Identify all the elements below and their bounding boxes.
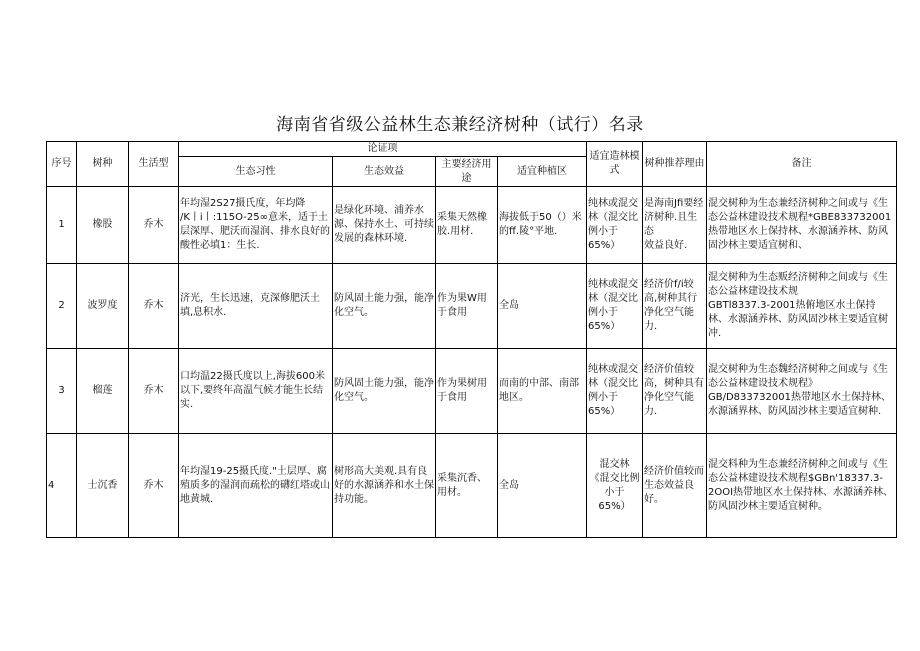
row-species: 橡股 [77,187,129,264]
header-eco-benefit: 生态效益 [333,157,436,187]
header-seq: 序号 [47,142,77,187]
header-eco-habit: 生态习性 [179,157,333,187]
header-main-use: 主要经济用途 [436,157,498,187]
header-suitable-area: 适宜种植区 [498,157,587,187]
row-suitable-area: 而南的中部、南部地区。 [498,349,587,434]
header-forest-mode: 适宜造林模式 [587,142,643,187]
row-suitable-area: 海拔低于50（）米的ff.陵°平地. [498,187,587,264]
row-remarks: 混交树种为生态兼经济树种之间或与《生态公益林建设技术规程*GBE833732001热带地区水上保持林、水源涵养林、防风固沙林主要适宜树和、 [707,187,897,264]
row-main-use: 采集沉香、用材。 [436,434,498,538]
row-main-use: 作为果W用于食用 [436,264,498,349]
header-species: 树种 [77,142,129,187]
row-forest-mode: 纯林或混交林（混交比例小于65%） [587,264,643,349]
header-life-form: 生活型 [129,142,179,187]
row-eco-benefit: 防风固土能力强，能净化空气。 [333,349,436,434]
row-eco-habit: 年均湿2S27摄氏度，年均降 /K丨i丨:115O-25∞意米，适于土层深厚、肥沃而湿润、排水良好的酸性必填1：生长. [179,187,333,264]
row-eco-habit: 口均温22摄氏度以上,海拔600米以下,要终年高温气候才能生长结实. [179,349,333,434]
row-suitable-area: 全岛 [498,434,587,538]
header-argument-group: 论证项 [179,142,587,157]
header-reason: 树种推荐理由 [643,142,707,187]
table-row [47,187,897,264]
table-row [47,349,897,434]
row-life-form: 乔木 [129,264,179,349]
row-eco-habit: 济光，生长迅速，克深修肥沃土填,息积水. [179,264,333,349]
row-life-form: 乔木 [129,349,179,434]
row-species: 士沉香 [77,434,129,538]
row-forest-mode: 纯林或混交林（混交比例小于65%） [587,349,643,434]
row-forest-mode: 混交林 《混交比例小于 65%） [587,434,643,538]
row-eco-benefit: 防风固土能力强，能净化空气。 [333,264,436,349]
row-seq: 1 [47,187,77,264]
document-title: 海南省省级公益林生态兼经济树种（试行）名录 [276,115,644,135]
row-seq: 3 [47,349,77,434]
row-eco-benefit: 是绿化环境、浦养水源、保持水土、可持续发展的森林环境. [333,187,436,264]
row-reason: 经济价值较而生态效益良好。 [643,434,707,538]
row-main-use: 采集天然橡胶.用材. [436,187,498,264]
table-row [47,434,897,538]
row-seq: 2 [47,264,77,349]
row-remarks: 混交树种为生态魏经济树种之间或与《生态公益林建设技术规程》GB/D833732001热带地区水土保持林、水源涵界林、防风固沙林主要适宜树种. [707,349,897,434]
row-suitable-area: 全岛 [498,264,587,349]
row-reason: 是海南Jfi要经济树种.且生态 效益良好. [643,187,707,264]
row-life-form: 乔木 [129,434,179,538]
species-table [46,141,897,538]
row-remarks: 混交料种为生态兼经济树种之间或与《生态公益林建设技术规程$GBn'18337.3-2OOI热带地区水土保持林、水源涵养林、防风固沙林主要适宜树种。 [707,434,897,538]
row-species: 榴莲 [77,349,129,434]
row-forest-mode: 纯林或混交林（混交比例小于65%） [587,187,643,264]
row-reason: 经济价值较高，树种具有净化空气能力. [643,349,707,434]
row-eco-benefit: 树形高大美观.具有良好的水源涵养和水土保持功能。 [333,434,436,538]
row-remarks: 混交树种为生态贩经济树种之间或与《生态公益林建设技术规 GBTl8337.3-2001热俯地区水土保持林、水源涵养林、防风固沙林主要适宜树冲. [707,264,897,349]
row-eco-habit: 年均湿19-25摄氏度."土层厚、腐殖质多的湿润而疏松的礴红塔或山地黄城. [179,434,333,538]
row-main-use: 作为果树用于食用 [436,349,498,434]
header-remarks: 备注 [707,142,897,187]
row-seq: 4 [47,434,77,538]
row-species: 波罗度 [77,264,129,349]
row-life-form: 乔木 [129,187,179,264]
table-row [47,264,897,349]
row-reason: 经济价f/i较高,树种其行净化空气能力. [643,264,707,349]
